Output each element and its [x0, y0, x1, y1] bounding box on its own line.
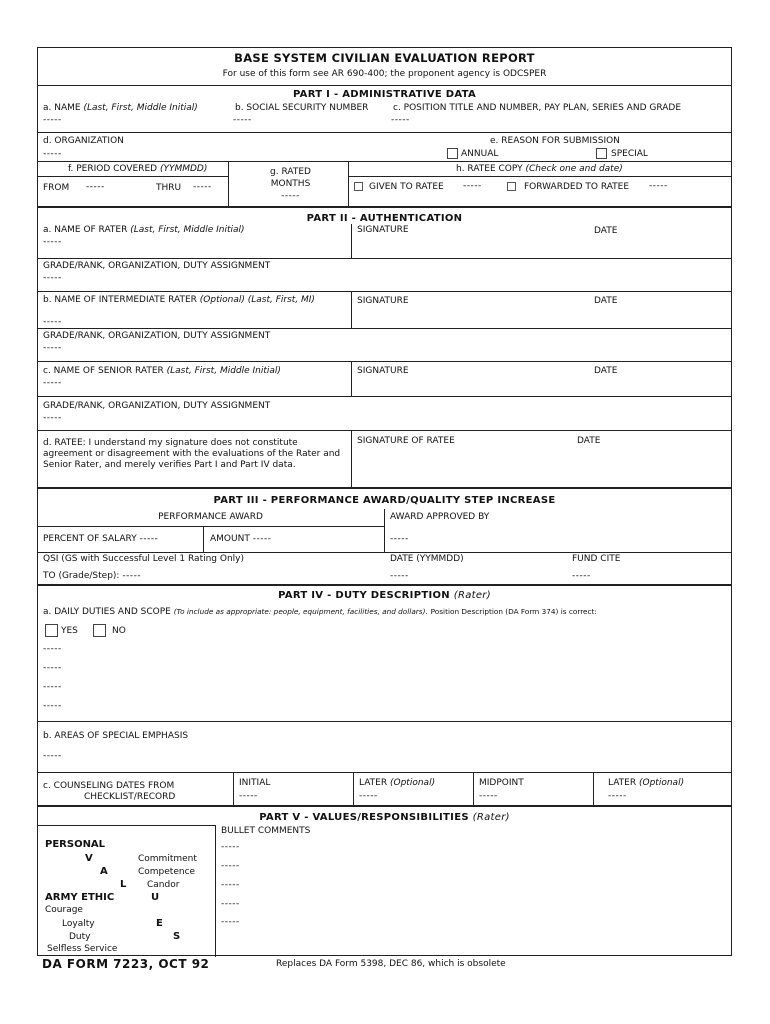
part4-heading: PART IV - DUTY DESCRIPTION (Rater)	[278, 590, 491, 601]
duty-line[interactable]: -----	[43, 644, 62, 654]
initial-label: INITIAL	[239, 778, 271, 788]
values-letter-v: V	[85, 853, 93, 864]
emphasis-label: b. AREAS OF SPECIAL EMPHASIS	[43, 731, 189, 741]
competence-label: Competence	[138, 867, 196, 877]
reason-label: e. REASON FOR SUBMISSION	[490, 136, 620, 146]
ratee-statement: d. RATEE: I understand my signature does not constitute agreement or disagreement with the evaluations of the Rater and Senior Rater, and merely verifies Part I and Part IV data.	[43, 438, 341, 470]
midpoint-label: MIDPOINT	[479, 778, 524, 788]
thru-field[interactable]: -----	[193, 182, 212, 192]
qsi-label: QSI (GS with Successful Level 1 Rating Only)	[43, 554, 244, 564]
later2-field[interactable]: -----	[608, 791, 627, 801]
initial-field[interactable]: -----	[239, 791, 258, 801]
rater-signature-label: SIGNATURE	[357, 225, 409, 235]
forwarded-checkbox[interactable]	[507, 182, 516, 191]
thru-label: THRU	[156, 183, 182, 193]
values-letter-a: A	[100, 866, 108, 877]
pd-yes-label: YES	[61, 626, 78, 636]
period-label: f. PERIOD COVERED (YYMMDD)	[68, 164, 208, 174]
senior-grade-label: GRADE/RANK, ORGANIZATION, DUTY ASSIGNMENT	[43, 401, 271, 411]
selfless-service-label: Selfless Service	[47, 944, 118, 954]
ratee-date-label: DATE	[577, 436, 601, 446]
to-grade-label: TO (Grade/Step): -----	[43, 571, 142, 581]
from-field[interactable]: -----	[86, 182, 105, 192]
personal-heading: PERSONAL	[45, 839, 106, 850]
qsi-date-label: DATE (YYMMDD)	[390, 554, 464, 564]
evaluation-form	[37, 47, 732, 956]
army-ethic-heading: ARMY ETHIC	[45, 892, 115, 903]
rated-label-2: MONTHS	[270, 179, 311, 189]
form-subtitle: For use of this form see AR 690-400; the proponent agency is ODCSPER	[222, 69, 547, 79]
forwarded-label: FORWARDED TO RATEE	[524, 182, 630, 192]
pd-yes-checkbox[interactable]	[45, 624, 58, 637]
position-field[interactable]: -----	[391, 115, 410, 125]
inter-grade-field[interactable]: -----	[43, 343, 62, 353]
values-letter-e: E	[156, 918, 163, 929]
rater-grade-label: GRADE/RANK, ORGANIZATION, DUTY ASSIGNMENT	[43, 261, 271, 271]
ratee-signature-label: SIGNATURE OF RATEE	[357, 436, 455, 446]
form-title: BASE SYSTEM CIVILIAN EVALUATION REPORT	[234, 51, 535, 65]
counseling-label-2: CHECKLIST/RECORD	[84, 792, 176, 802]
given-checkbox[interactable]	[354, 182, 363, 191]
form-number: DA FORM 7223, OCT 92	[42, 957, 210, 971]
given-date-field[interactable]: -----	[463, 181, 482, 191]
rated-label-1: g. RATED	[270, 167, 311, 177]
later1-label: LATER (Optional)	[359, 778, 436, 788]
inter-signature-label: SIGNATURE	[357, 296, 409, 306]
midpoint-field[interactable]: -----	[479, 791, 498, 801]
senior-rater-label: c. NAME OF SENIOR RATER (Last, First, Middle Initial)	[43, 366, 281, 376]
commitment-label: Commitment	[138, 854, 197, 864]
inter-date-label: DATE	[594, 296, 618, 306]
position-label: c. POSITION TITLE AND NUMBER, PAY PLAN, SERIES AND GRADE	[393, 103, 681, 113]
inter-grade-label: GRADE/RANK, ORGANIZATION, DUTY ASSIGNMENT	[43, 331, 271, 341]
bullet-comment-line[interactable]: -----	[221, 880, 240, 890]
values-letter-l: L	[120, 879, 127, 890]
duty-line[interactable]: -----	[43, 701, 62, 711]
org-field[interactable]: -----	[43, 149, 62, 159]
later2-label: LATER (Optional)	[608, 778, 685, 788]
name-label: a. NAME (Last, First, Middle Initial)	[43, 103, 198, 113]
forwarded-date-field[interactable]: -----	[649, 181, 668, 191]
fund-cite-label: FUND CITE	[572, 554, 621, 564]
senior-signature-label: SIGNATURE	[357, 366, 409, 376]
pd-no-label: NO	[112, 626, 126, 636]
amount-field[interactable]: -----	[252, 534, 272, 544]
part5-heading: PART V - VALUES/RESPONSIBILITIES (Rater)	[259, 812, 510, 823]
courage-label: Courage	[45, 905, 83, 915]
special-label: SPECIAL	[611, 149, 648, 159]
annual-label: ANNUAL	[461, 149, 499, 159]
part2-heading: PART II - AUTHENTICATION	[306, 213, 463, 224]
pd-no-checkbox[interactable]	[93, 624, 106, 637]
candor-label: Candor	[147, 880, 180, 890]
inter-rater-label: b. NAME OF INTERMEDIATE RATER (Optional) (Last, First, MI)	[43, 295, 315, 305]
given-label: GIVEN TO RATEE	[369, 182, 444, 192]
bullet-comments-label: BULLET COMMENTS	[221, 826, 311, 836]
rater-field[interactable]: -----	[43, 237, 62, 247]
bullet-comment-line[interactable]: -----	[221, 899, 240, 909]
counseling-label-1: c. COUNSELING DATES FROM	[43, 781, 175, 791]
from-label: FROM	[43, 183, 70, 193]
copy-label: h. RATEE COPY (Check one and date)	[456, 164, 623, 174]
rated-months-field[interactable]: -----	[281, 191, 300, 201]
percent-field[interactable]: -----	[139, 534, 159, 544]
senior-grade-field[interactable]: -----	[43, 413, 62, 423]
duty-line[interactable]: -----	[43, 663, 62, 673]
fund-cite-field[interactable]: -----	[572, 571, 591, 581]
senior-date-label: DATE	[594, 366, 618, 376]
special-checkbox[interactable]	[596, 148, 607, 159]
perf-award-label: PERFORMANCE AWARD	[158, 512, 263, 522]
qsi-date-field[interactable]: -----	[390, 571, 409, 581]
bullet-comment-line[interactable]: -----	[221, 917, 240, 927]
rater-grade-field[interactable]: -----	[43, 273, 62, 283]
senior-rater-field[interactable]: -----	[43, 378, 62, 388]
name-field[interactable]: -----	[43, 115, 62, 125]
ssn-label: b. SOCIAL SECURITY NUMBER	[235, 103, 369, 113]
replaces-note: Replaces DA Form 5398, DEC 86, which is obsolete	[276, 959, 506, 969]
percent-label: PERCENT OF SALARY -----	[43, 534, 159, 544]
duties-label: a. DAILY DUTIES AND SCOPE (To include as appropriate: people, equipment, facilities, and dollars). Position Description (DA Form 374) is correct:	[43, 607, 597, 617]
approved-by-field[interactable]: -----	[390, 534, 409, 544]
annual-checkbox[interactable]	[447, 148, 458, 159]
bullet-comment-line[interactable]: -----	[221, 861, 240, 871]
org-label: d. ORGANIZATION	[43, 136, 124, 146]
rater-date-label: DATE	[594, 226, 618, 236]
duty-line[interactable]: -----	[43, 682, 62, 692]
loyalty-label: Loyalty	[62, 919, 95, 929]
ssn-field[interactable]: -----	[233, 115, 252, 125]
emphasis-field[interactable]: -----	[43, 751, 62, 761]
part3-heading: PART III - PERFORMANCE AWARD/QUALITY STEP INCREASE	[213, 495, 556, 506]
bullet-comment-line[interactable]: -----	[221, 842, 240, 852]
amount-label: AMOUNT -----	[210, 534, 272, 544]
to-grade-field[interactable]: -----	[122, 571, 142, 581]
values-letter-u: U	[151, 892, 160, 903]
inter-rater-field[interactable]: -----	[43, 317, 62, 327]
award-approved-label: AWARD APPROVED BY	[390, 512, 490, 522]
later1-field[interactable]: -----	[359, 791, 378, 801]
rater-label: a. NAME OF RATER (Last, First, Middle Initial)	[43, 225, 245, 235]
values-letter-s: S	[173, 931, 181, 942]
duty-label: Duty	[69, 932, 91, 942]
part1-heading: PART I - ADMINISTRATIVE DATA	[292, 89, 477, 100]
